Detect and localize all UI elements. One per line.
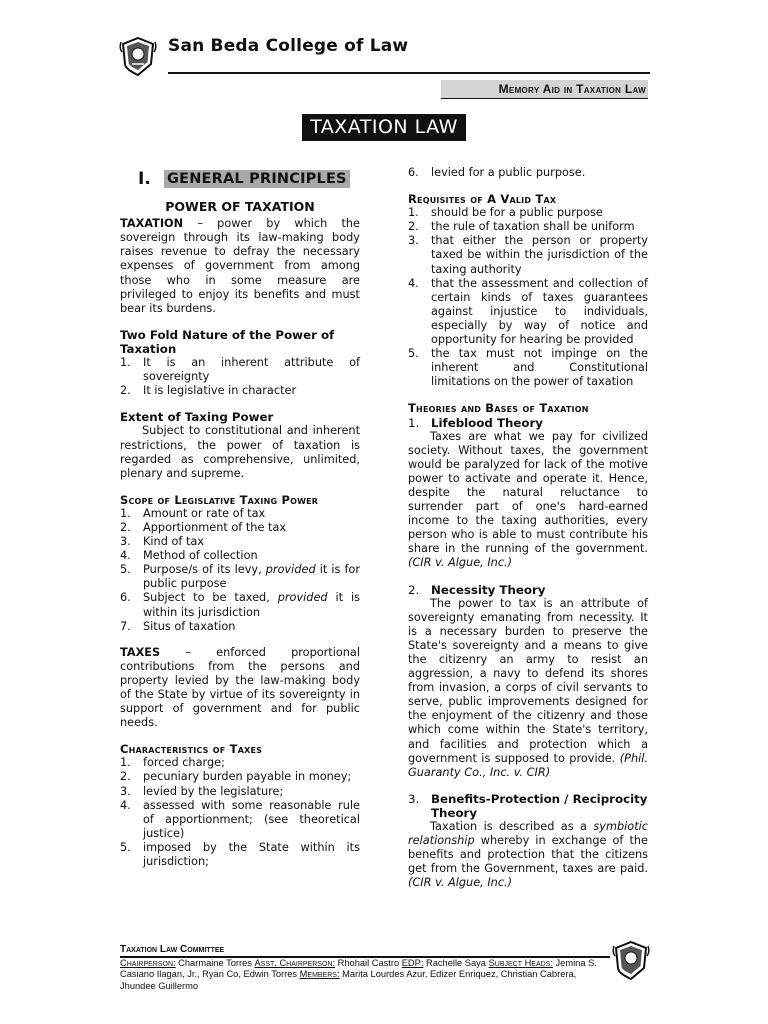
list-item: 3. that either the person or property taxed be within the jurisdiction of the taxing authority [408, 234, 648, 276]
requisites-list [408, 206, 648, 389]
section-heading [138, 170, 360, 188]
scope-list [120, 507, 360, 634]
list-item: 7. Situs of taxation [120, 619, 236, 633]
taxation-term: TAXATION [120, 217, 184, 231]
list-item: 4. Method of collection [120, 549, 258, 563]
list-item: 2. pecuniary burden payable in money; [120, 770, 352, 784]
theory-3-text: Taxation is described as a symbiotic relationship whereby in exchange of the benefits and protection that the citizens get from the Government, taxes are paid. (CIR v. Algue, Inc.) [408, 820, 648, 890]
list-item: 3. Kind of tax [120, 535, 204, 549]
list-item: 2. the rule of taxation shall be uniform [408, 220, 635, 234]
college-seal-icon [119, 36, 157, 76]
section-number: I. [138, 169, 151, 189]
list-item: 5. Purpose/s of its levy, provided it is for public purpose [120, 563, 360, 591]
taxes-def-text: – enforced proportional contributions from the persons and property levied by the law-making body of the State by virtue of its sovereignty in support of government and for public needs. [120, 645, 360, 730]
power-heading: POWER OF TAXATION [165, 199, 315, 215]
characteristics-list-continued [408, 166, 648, 180]
section-title: GENERAL PRINCIPLES [164, 170, 350, 188]
theory-1-text: Taxes are what we pay for civilized society. Without taxes, the government would be paralyzed for lack of the motive power to activate and operate it. Hence, despite the natural reluctance to surrender part of one's hard-earned income to the taxing authorities, every person who is able to must contribute his share in the running of the government. (CIR v. Algue, Inc.) [408, 429, 648, 570]
list-item: 1. It is an inherent attribute of sovereignty [120, 356, 360, 384]
list-item: 1. Amount or rate of tax [120, 506, 266, 520]
taxes-term: TAXES [120, 645, 161, 659]
theory-2-heading: 2. Necessity Theory [408, 582, 546, 597]
list-item: 6. levied for a public purpose. [408, 166, 586, 179]
list-item: 5. the tax must not impinge on the inherent and Constitutional limitations on the power of taxation [408, 347, 648, 389]
list-item: 6. Subject to be taxed, provided it is within its jurisdiction [120, 591, 360, 619]
theory-1-heading: 1. Lifeblood Theory [408, 415, 544, 430]
extent-heading: Extent of Taxing Power [120, 410, 274, 425]
right-column [408, 166, 648, 891]
committee-title: Taxation Law Committee [120, 944, 610, 958]
requisites-heading: Requisites of A Valid Tax [408, 192, 557, 207]
theory-3-heading: 3. Benefits-Protection / Reciprocity Theory [408, 791, 648, 820]
header-rule [168, 72, 650, 74]
list-item: 2. Apportionment of the tax [120, 520, 287, 534]
twofold-list [120, 356, 360, 398]
footer [120, 944, 610, 992]
list-item: 4. assessed with some reasonable rule of apportionment; (see theoretical justice) [120, 798, 360, 840]
theory-3-citation: (CIR v. Algue, Inc.) [408, 876, 513, 890]
scope-heading: Scope of Legislative Taxing Power [120, 492, 319, 507]
theory-2-citation: (Phil. Guaranty Co., Inc. v. CIR) [408, 751, 648, 779]
twofold-heading: Two Fold Nature of the Power of Taxation [120, 327, 335, 356]
theories-heading: Theories and Bases of Taxation [408, 401, 589, 416]
taxation-definition [120, 217, 360, 316]
theory-2-text: The power to tax is an attribute of sovereignty emanating from necessity. It is a necessary burden to preserve the State's sovereignty and a means to give the citizenry an army to resist an aggression, a navy to defend its shores from invasion, a corps of civil servants to serve, public improvements designed for the enjoyment of the citizenry and those which come within the State's territory, and facilities and protection which a government is supposed to provide. (Phil. Guaranty Co., Inc. v. CIR) [408, 596, 648, 779]
college-name: San Beda College of Law [168, 36, 409, 56]
page-title: TAXATION LAW [302, 114, 466, 141]
list-item: 2. It is legislative in character [120, 384, 297, 398]
college-seal-icon [612, 940, 650, 980]
committee-members: Chairperson: Charmaine Torres Asst. Chairperson: Rhohail Castro EDP: Rachelle Saya Subject Heads: Jemina S. Casiano Ilagan, Jr., Ryan Co, Edwin Torres Members: Marita Lourdes Azur, Edizer Enriquez, Christian Cabrera, Jhundee Guillermo [120, 957, 597, 991]
characteristics-list [120, 756, 360, 869]
characteristics-heading: Characteristics of Taxes [120, 742, 263, 757]
list-item: 4. that the assessment and collection of certain kinds of taxes guarantees against injustice to individuals, especially by way of notice and opportunity for hearing be provided [408, 276, 648, 347]
list-item: 5. imposed by the State within its jurisdiction; [120, 840, 360, 869]
theory-1-citation: (CIR v. Algue, Inc.) [408, 556, 513, 570]
taxes-definition [120, 646, 360, 731]
extent-text: Subject to constitutional and inherent restrictions, the power of taxation is regarded as comprehensive, unlimited, plenary and supreme. [120, 424, 360, 480]
list-item: 1. forced charge; [120, 756, 225, 770]
list-item: 1. should be for a public purpose [408, 206, 603, 220]
taxation-def-text: – power by which the sovereign through its law-making body raises revenue to defray the necessary expenses of government from among those who in some measure are privileged to enjoy its benefits and must bear its burdens. [120, 217, 360, 315]
memory-aid-label: Memory Aid in Taxation Law [441, 80, 648, 99]
left-column [120, 166, 360, 869]
list-item: 3. levied by the legislature; [120, 784, 284, 798]
